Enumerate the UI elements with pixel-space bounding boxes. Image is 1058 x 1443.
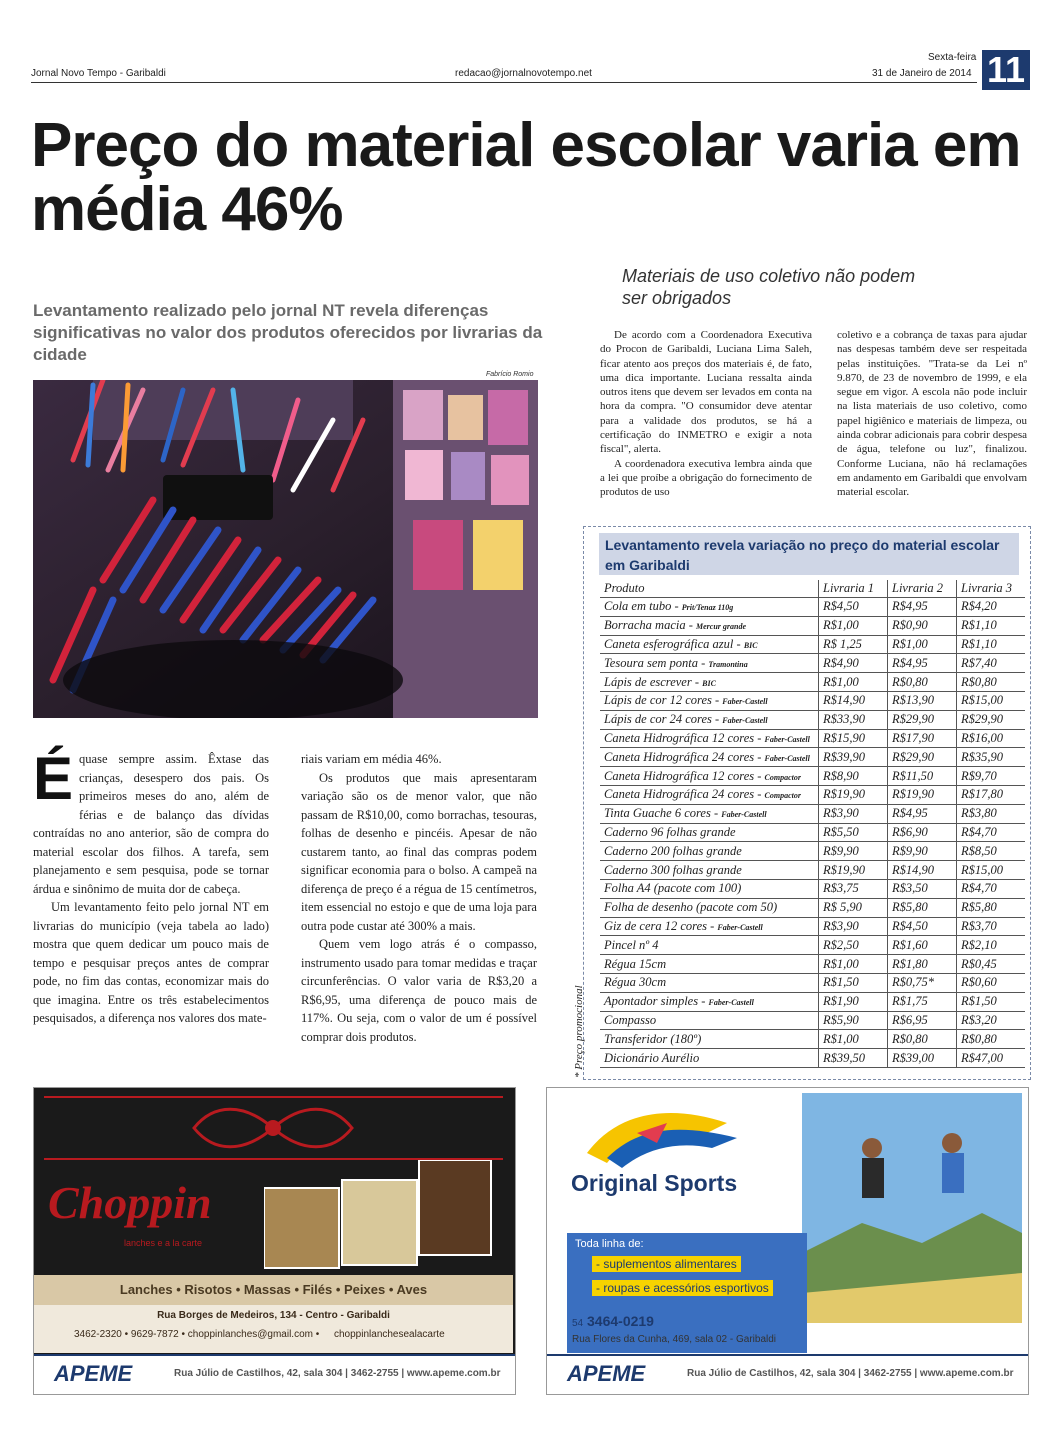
- issue-date: 31 de Janeiro de 2014: [872, 68, 972, 79]
- price-cell: R$1,90: [819, 992, 888, 1011]
- table-row: [600, 691, 1025, 710]
- price-cell: R$3,80: [957, 804, 1026, 823]
- price-cell: R$0,60: [957, 973, 1026, 992]
- choppin-ad[interactable]: [33, 1087, 516, 1395]
- product-name: Caderno 200 folhas grande: [604, 843, 742, 858]
- price-cell: R$15,90: [819, 729, 888, 748]
- table-row: [600, 635, 1025, 654]
- price-cell: R$0,80: [957, 1030, 1026, 1049]
- ornament-icon: [44, 1098, 503, 1158]
- price-cell: R$9,70: [957, 767, 1026, 786]
- price-cell: R$3,75: [819, 879, 888, 898]
- brand-name: Faber-Castell: [722, 697, 768, 707]
- product-cell: Caneta Hidrográfica 24 cores - Faber-Castell: [600, 748, 819, 767]
- product-cell: [600, 879, 819, 898]
- product-name: Cola em tubo: [604, 599, 672, 614]
- apeme-footer: [547, 1354, 1028, 1394]
- price-cell: R$39,50: [819, 1049, 888, 1068]
- product-item: - roupas e acessórios esportivos: [592, 1280, 773, 1296]
- phone-number: [572, 1313, 654, 1329]
- paragraph: A coordenadora executiva lembra ainda que a lei que proíbe a obrigação do fornecimento de produtos de uso: [600, 457, 812, 499]
- price-cell: R$0,45: [957, 955, 1026, 974]
- price-cell: R$2,10: [957, 936, 1026, 955]
- runners-illustration: [802, 1093, 1022, 1323]
- product-heading: Toda linha de:: [575, 1238, 644, 1250]
- paragraph: quase sempre assim. Êxtase das crianças, desespero dos pais. Os primeiros meses do ano, além de férias e de balanço das dívidas contraídas no ano anterior, são de compra do material escolar dos filhos. A tarefa, sem planejamento e sem pesquisa, pode se tornar árdua e sinônimo de muita dor de cabeça.: [33, 752, 269, 896]
- brand-name: BIC: [702, 678, 716, 688]
- original-sports-ad[interactable]: [546, 1087, 1029, 1395]
- product-cell: Apontador simples - Faber-Castell: [600, 992, 819, 1011]
- price-cell: R$1,00: [819, 673, 888, 692]
- paper-name: Jornal Novo Tempo - Garibaldi: [31, 68, 166, 79]
- table-row: [600, 1049, 1025, 1068]
- product-cell: Lápis de cor 12 cores - Faber-Castell: [600, 691, 819, 710]
- product-cell: [600, 955, 819, 974]
- table-row: [600, 729, 1025, 748]
- price-cell: R$8,90: [819, 767, 888, 786]
- price-cell: R$39,90: [819, 748, 888, 767]
- paragraph: riais variam em média 46%.: [301, 752, 442, 766]
- product-cell: [600, 823, 819, 842]
- table-row: [600, 748, 1025, 767]
- column-header: Produto: [600, 580, 819, 598]
- table-row: [600, 598, 1025, 617]
- table-row: [600, 955, 1025, 974]
- price-cell: R$9,90: [888, 842, 957, 861]
- product-name: Caneta Hidrográfica 24 cores: [604, 749, 755, 764]
- product-cell: Tinta Guache 6 cores - Faber-Castell: [600, 804, 819, 823]
- phone-digits: 3464-0219: [587, 1313, 654, 1329]
- product-name: Régua 30cm: [604, 975, 667, 990]
- price-cell: R$ 5,90: [819, 898, 888, 917]
- price-cell: R$3,90: [819, 917, 888, 936]
- product-name: Pincel nº 4: [604, 937, 659, 952]
- table-note: * Preço promocional: [573, 985, 585, 1078]
- price-cell: R$1,00: [888, 635, 957, 654]
- price-cell: R$1,10: [957, 616, 1026, 635]
- sub-headline: Materiais de uso coletivo não podem ser obrigados: [622, 266, 916, 308]
- runners-photo: [802, 1093, 1022, 1323]
- product-cell: [600, 1049, 819, 1068]
- product-cell: Lápis de escrever - BIC: [600, 673, 819, 692]
- product-cell: Caneta Hidrográfica 12 cores - Faber-Castell: [600, 729, 819, 748]
- article-column-1: [33, 745, 269, 1028]
- paragraph: Quem vem logo atrás é o compasso, instrumento usado para tomar medidas e traçar circunferências. O valor varia de R$3,20 a R$6,95, uma diferença de pouco mais de 117%. Ou seja, com o valor de um é possível comprar dois produtos.: [301, 937, 537, 1044]
- product-name: Dicionário Aurélio: [604, 1050, 700, 1065]
- price-cell: R$1,60: [888, 936, 957, 955]
- brand-name: Compactor: [764, 772, 801, 782]
- table-row: [600, 1011, 1025, 1030]
- table-row: [600, 673, 1025, 692]
- price-cell: R$35,90: [957, 748, 1026, 767]
- price-cell: R$14,90: [888, 861, 957, 880]
- article-photo: [33, 380, 538, 718]
- table-row: [600, 842, 1025, 861]
- price-cell: R$14,90: [819, 691, 888, 710]
- price-table: [600, 580, 1025, 1068]
- price-cell: R$19,90: [819, 785, 888, 804]
- price-cell: R$0,80: [888, 673, 957, 692]
- price-cell: R$4,95: [888, 804, 957, 823]
- price-cell: R$0,80: [888, 1030, 957, 1049]
- food-photos: [264, 1160, 494, 1270]
- price-cell: R$39,00: [888, 1049, 957, 1068]
- price-cell: R$3,20: [957, 1011, 1026, 1030]
- brand-name: Faber-Castell: [764, 734, 810, 744]
- price-cell: R$1,50: [957, 992, 1026, 1011]
- table-row: [600, 823, 1025, 842]
- brand-name: Mercur grande: [696, 622, 747, 632]
- table-title: Levantamento revela variação no preço do material escolar em Garibaldi: [599, 533, 1019, 575]
- price-cell: R$5,90: [819, 1011, 888, 1030]
- product-cell: Caneta esferográfica azul - BIC: [600, 635, 819, 654]
- table-row: [600, 936, 1025, 955]
- brand-name: Faber-Castell: [721, 810, 767, 820]
- product-name: Régua 15cm: [604, 956, 667, 971]
- headline: Preço do material escolar varia em média 46%: [31, 111, 1021, 244]
- price-cell: R$6,90: [888, 823, 957, 842]
- price-cell: R$2,50: [819, 936, 888, 955]
- paragraph: De acordo com a Coordenadora Executiva do Procon de Garibaldi, Luciana Lima Saleh, ficar atento aos preços dos materiais é, de fato, uma dica importante. Luciana ressalta ainda outros itens que devem ser levados em conta na hora da compra. "O consumidor deve atentar para a validade dos produtos, se há a certificação do INMETRO e exigir a nota fiscal", alerta.: [600, 329, 812, 456]
- product-name: Caderno 300 folhas grande: [604, 862, 742, 877]
- product-name: Lápis de cor 24 cores: [604, 712, 712, 727]
- price-cell: R$1,00: [819, 955, 888, 974]
- price-cell: R$17,90: [888, 729, 957, 748]
- product-name: Caneta Hidrográfica 12 cores: [604, 768, 755, 783]
- price-cell: R$6,95: [888, 1011, 957, 1030]
- product-cell: Cola em tubo - Prit/Tenaz 110g: [600, 598, 819, 617]
- product-cell: [600, 898, 819, 917]
- newsroom-email: redacao@jornalnovotempo.net: [455, 68, 592, 79]
- table-row: [600, 973, 1025, 992]
- ornament-border: [44, 1096, 503, 1160]
- table-row: [600, 917, 1025, 936]
- column-header: Livraria 3: [957, 580, 1026, 598]
- brand-name: Faber-Castell: [722, 716, 768, 726]
- price-cell: R$4,95: [888, 654, 957, 673]
- paragraph: Um levantamento feito pelo jornal NT em livrarias do município (veja tabela ao lado) mostra que quem dedicar um pouco mais de tempo e pesquisar preços antes de comprar pode, no fim das contas, economizar mais do que imagina. Entre os três estabelecimentos pesquisados, a diferença nos valores dos mate-: [33, 900, 269, 1025]
- store-address: Rua Flores da Cunha, 469, sala 02 - Garibaldi: [572, 1334, 777, 1345]
- product-name: Giz de cera 12 cores: [604, 918, 707, 933]
- product-name: Lápis de escrever: [604, 674, 692, 689]
- product-name: Apontador simples: [604, 994, 699, 1009]
- product-cell: Caneta Hidrográfica 12 cores - Compactor: [600, 767, 819, 786]
- product-cell: [600, 842, 819, 861]
- price-cell: R$4,95: [888, 598, 957, 617]
- product-cell: [600, 1011, 819, 1030]
- runner-logo-icon: [577, 1103, 747, 1173]
- price-cell: R$29,90: [888, 710, 957, 729]
- price-cell: R$3,90: [819, 804, 888, 823]
- product-name: Caneta Hidrográfica 24 cores: [604, 787, 755, 802]
- price-cell: R$5,50: [819, 823, 888, 842]
- header-rule: [31, 82, 977, 83]
- price-cell: R$17,80: [957, 785, 1026, 804]
- price-cell: R$9,90: [819, 842, 888, 861]
- brand-name: Faber-Castell: [764, 753, 810, 763]
- product-name: Tesoura sem ponta: [604, 655, 698, 670]
- price-cell: R$19,90: [888, 785, 957, 804]
- price-cell: R$1,80: [888, 955, 957, 974]
- menu-bar: Lanches • Risotos • Massas • Filés • Peixes • Aves: [34, 1275, 513, 1305]
- price-cell: R$1,75: [888, 992, 957, 1011]
- product-cell: Giz de cera 12 cores - Faber-Castell: [600, 917, 819, 936]
- price-cell: R$0,75*: [888, 973, 957, 992]
- price-cell: R$1,00: [819, 1030, 888, 1049]
- price-cell: R$13,90: [888, 691, 957, 710]
- price-cell: R$4,70: [957, 823, 1026, 842]
- product-cell: Tesoura sem ponta - Tramontina: [600, 654, 819, 673]
- brand-name: Prit/Tenaz 110g: [681, 603, 734, 613]
- choppin-logo: Choppin: [48, 1177, 212, 1228]
- product-name: Borracha macia: [604, 618, 686, 633]
- apeme-logo: APEME: [567, 1361, 646, 1386]
- price-cell: R$5,80: [888, 898, 957, 917]
- product-cell: [600, 936, 819, 955]
- price-cell: R$4,20: [957, 598, 1026, 617]
- product-cell: [600, 1030, 819, 1049]
- drop-cap: É: [33, 745, 74, 812]
- article-column-4: [837, 328, 1027, 500]
- choppin-address: Rua Borges de Medeiros, 134 - Centro - Garibaldi: [157, 1310, 390, 1321]
- choppin-tagline: lanches e a la carte: [124, 1238, 203, 1248]
- price-cell: R$8,50: [957, 842, 1026, 861]
- apeme-logo: APEME: [54, 1361, 133, 1386]
- brand-name: Compactor: [764, 791, 801, 801]
- price-cell: R$4,70: [957, 879, 1026, 898]
- product-name: Folha de desenho (pacote com 50): [604, 900, 778, 915]
- pens-display-illustration: [33, 380, 538, 718]
- table-row: [600, 654, 1025, 673]
- apeme-address: Rua Júlio de Castilhos, 42, sala 304 | 3462-2755 | www.apeme.com.br: [174, 1368, 501, 1379]
- product-name: Tinta Guache 6 cores: [604, 806, 711, 821]
- table-row: [600, 804, 1025, 823]
- price-cell: R$0,90: [888, 616, 957, 635]
- price-cell: R$3,50: [888, 879, 957, 898]
- table-row: [600, 879, 1025, 898]
- phone-prefix: 54: [572, 1318, 584, 1329]
- price-cell: R$29,90: [888, 748, 957, 767]
- article-column-2: [301, 750, 537, 1046]
- product-name: Caneta Hidrográfica 12 cores: [604, 730, 755, 745]
- product-name: Caneta esferográfica azul: [604, 636, 734, 651]
- price-cell: R$15,00: [957, 691, 1026, 710]
- paragraph: Os produtos que mais apresentaram variação são os de menor valor, que não passam de R$10,00, como borrachas, tesouras, folhas de desenho e pincéis. Apesar de não custarem tanto, ao final das compras podem significar economia para o bolso. A campeã na diferença de preço é a régua de 15 centímetros, item essencial no estojo e que de uma loja para outra pode custar até 300% a mais.: [301, 770, 537, 933]
- page-number: 11: [982, 50, 1030, 90]
- price-cell: R$4,50: [888, 917, 957, 936]
- table-row: [600, 785, 1025, 804]
- product-name: Lápis de cor 12 cores: [604, 693, 712, 708]
- table-row: [600, 767, 1025, 786]
- apeme-footer: [34, 1354, 515, 1394]
- product-item: - suplementos alimentares: [592, 1256, 741, 1272]
- product-name: Caderno 96 folhas grande: [604, 824, 736, 839]
- original-sports-logo: Original Sports: [571, 1170, 738, 1196]
- product-cell: Lápis de cor 24 cores - Faber-Castell: [600, 710, 819, 729]
- price-cell: R$16,00: [957, 729, 1026, 748]
- table-row: [600, 616, 1025, 635]
- table-header-row: [600, 580, 1025, 598]
- product-cell: Borracha macia - Mercur grande: [600, 616, 819, 635]
- brand-name: Tramontina: [708, 659, 748, 669]
- table-row: [600, 898, 1025, 917]
- apeme-address: Rua Júlio de Castilhos, 42, sala 304 | 3462-2755 | www.apeme.com.br: [687, 1368, 1014, 1379]
- weekday: Sexta-feira: [928, 52, 977, 63]
- price-cell: R$1,50: [819, 973, 888, 992]
- product-name: Compasso: [604, 1012, 657, 1027]
- photo-collage-icon: [264, 1160, 494, 1270]
- column-header: Livraria 1: [819, 580, 888, 598]
- choppin-contact: 3462-2320 • 9629-7872 • choppinlanches@gmail.com •: [74, 1329, 320, 1340]
- brand-name: BIC: [743, 640, 758, 650]
- price-cell: R$7,40: [957, 654, 1026, 673]
- price-cell: R$4,90: [819, 654, 888, 673]
- deck: Levantamento realizado pelo jornal NT revela diferenças significativas no valor dos produtos oferecidos por livrarias da cidade: [33, 301, 543, 364]
- paragraph: coletivo e a cobrança de taxas para ajudar nas despesas também deve ser respeitada pelas instituições. "Trata-se da Lei nº 9.870, de 23 de novembro de 1999, e ela segue em vigor. A escola não pode incluir na lista materiais de uso coletivo, como papel higiênico e materiais de limpeza, ou ainda cobrar adicionais para cobrir despesa de água, telefone ou luz", finalizou. Conforme Luciana, não há reclamações em andamento em Garibaldi que envolvam material escolar.: [837, 329, 1027, 499]
- price-cell: R$19,90: [819, 861, 888, 880]
- price-cell: R$11,50: [888, 767, 957, 786]
- price-cell: R$33,90: [819, 710, 888, 729]
- price-cell: R$0,80: [957, 673, 1026, 692]
- brand-name: Faber-Castell: [717, 922, 763, 932]
- price-cell: R$47,00: [957, 1049, 1026, 1068]
- product-name: Transferidor (180º): [604, 1031, 702, 1046]
- price-cell: R$5,80: [957, 898, 1026, 917]
- price-cell: R$ 1,25: [819, 635, 888, 654]
- table-row: [600, 992, 1025, 1011]
- price-cell: R$4,50: [819, 598, 888, 617]
- price-cell: R$15,00: [957, 861, 1026, 880]
- table-row: [600, 710, 1025, 729]
- price-cell: R$29,90: [957, 710, 1026, 729]
- column-header: Livraria 2: [888, 580, 957, 598]
- table-row: [600, 861, 1025, 880]
- price-cell: R$1,10: [957, 635, 1026, 654]
- facebook-link[interactable]: choppinlanchesealacarte: [334, 1329, 445, 1340]
- table-row: [600, 1030, 1025, 1049]
- price-cell: R$1,00: [819, 616, 888, 635]
- brand-name: Faber-Castell: [708, 998, 754, 1008]
- product-cell: [600, 973, 819, 992]
- price-cell: R$3,70: [957, 917, 1026, 936]
- product-cell: Caneta Hidrográfica 24 cores - Compactor: [600, 785, 819, 804]
- product-cell: [600, 861, 819, 880]
- article-column-3: [600, 328, 812, 500]
- photo-credit: Fabrício Romio: [486, 371, 534, 378]
- product-name: Folha A4 (pacote com 100): [604, 881, 742, 896]
